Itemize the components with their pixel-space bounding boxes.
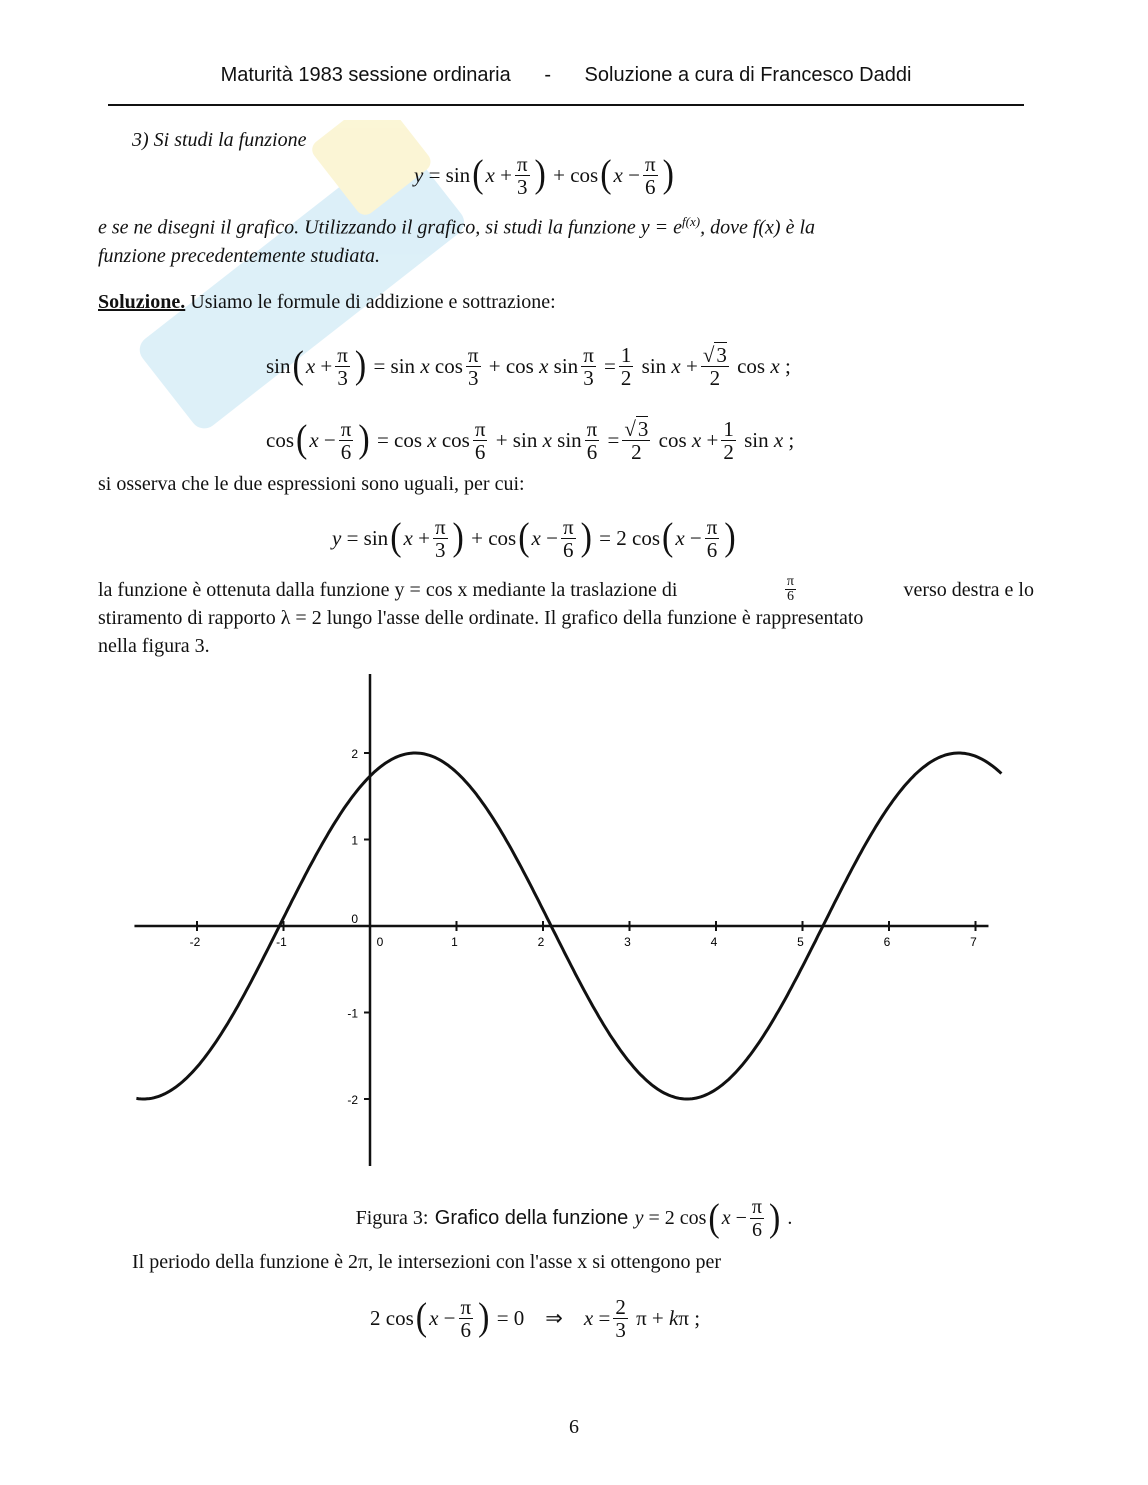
header-separator: - (544, 64, 551, 86)
header-left: Maturità 1983 sessione ordinaria (220, 64, 511, 86)
x-tick-label: 0 (376, 935, 384, 949)
caption-prefix: Figura 3: (355, 1207, 429, 1229)
solution-observe: si osserva che le due espressioni sono uguali, per cui: (98, 473, 525, 495)
caption-text: Grafico della funzione (434, 1207, 629, 1229)
y-tick-label: 2 (351, 747, 358, 761)
page-number: 6 (569, 1416, 579, 1438)
x-tick-label: 5 (797, 935, 804, 949)
pi-over-6-inline: $\frac{\pi}{6}$ (786, 574, 794, 604)
x-tick-label: 3 (624, 935, 631, 949)
period-text: Il periodo della funzione è 2π, le intersezioni con l'asse x si ottengono per (132, 1251, 722, 1273)
equation-zeros: 2 cos ( x − $\frac{\pi}{6}$ ) = 0 ⇒ x = $\frac{2}{3}$ π + k π ; (370, 1294, 701, 1342)
solution-label: Soluzione. (98, 291, 186, 313)
equation-function: y = sin ( x + $\frac{\pi}{3}$ ) + cos ( x − $\frac{\pi}{6}$ ) (414, 151, 674, 199)
problem-intro: 3) Si studi la funzione (132, 129, 307, 151)
solution-text: Usiamo le formule di addizione e sottrazione: (190, 291, 556, 313)
x-tick-label: 4 (710, 935, 718, 949)
equation-simplified: y = sin ( x + $\frac{\pi}{3}$ ) + cos ( x − $\frac{\pi}{6}$ ) = 2 cos ( x − $\frac{\pi}{6}$ ) (332, 514, 736, 562)
y-tick-label: -1 (347, 1006, 358, 1021)
figure-caption (0, 1196, 1148, 1241)
header-right: Soluzione a cura di Francesco Daddi (584, 64, 912, 86)
task-line-1b: , dove f(x) è la (700, 216, 816, 239)
x-tick-label: 6 (883, 935, 891, 949)
paragraph-line-3: nella figura 3. (98, 635, 210, 657)
x-tick-label: 2 (537, 935, 545, 949)
y-tick-label: 1 (351, 833, 358, 848)
x-tick-label: 1 (451, 935, 458, 949)
task-line-1: e se ne disegni il grafico. Utilizzando il grafico, si studi la funzione y = e (98, 216, 683, 239)
paragraph-line-1b: verso destra e lo (903, 578, 1034, 601)
x-tick-label: -1 (276, 935, 287, 949)
equation-sin-expansion: sin ( x + $\frac{\pi}{3}$ ) = sin x cos $\frac{\pi}{3}$ + cos x sin $\frac{\pi}{3}$ = $\frac{1}{2}$ sin x + $\frac{√3}{2}$ cos x ; (266, 342, 791, 390)
equation-cos-expansion: cos ( x − $\frac{\pi}{6}$ ) = cos x cos $\frac{\pi}{6}$ + sin x sin $\frac{\pi}{6}$ = $\frac{√3}{2}$ cos x + $\frac{1}{2}$ sin x ; (266, 416, 795, 464)
paragraph-line-2: stiramento di rapporto λ = 2 lungo l'asse delle ordinate. Il grafico della funzione è rappresentato (98, 607, 864, 629)
task-line-2: funzione precedentemente studiata. (98, 244, 380, 267)
caption-formula: y = 2 cos ( x − $\frac{\pi}{6}$ ) . (634, 1196, 793, 1241)
y-tick-label: 0 (351, 912, 358, 926)
y-tick-label: -2 (347, 1093, 358, 1107)
x-tick-label: -2 (189, 935, 201, 949)
x-tick-label: 7 (970, 935, 977, 949)
task-exponent: f(x) (682, 214, 701, 229)
paragraph-line-1a: la funzione è ottenuta dalla funzione y = cos x mediante la traslazione di (98, 578, 678, 601)
